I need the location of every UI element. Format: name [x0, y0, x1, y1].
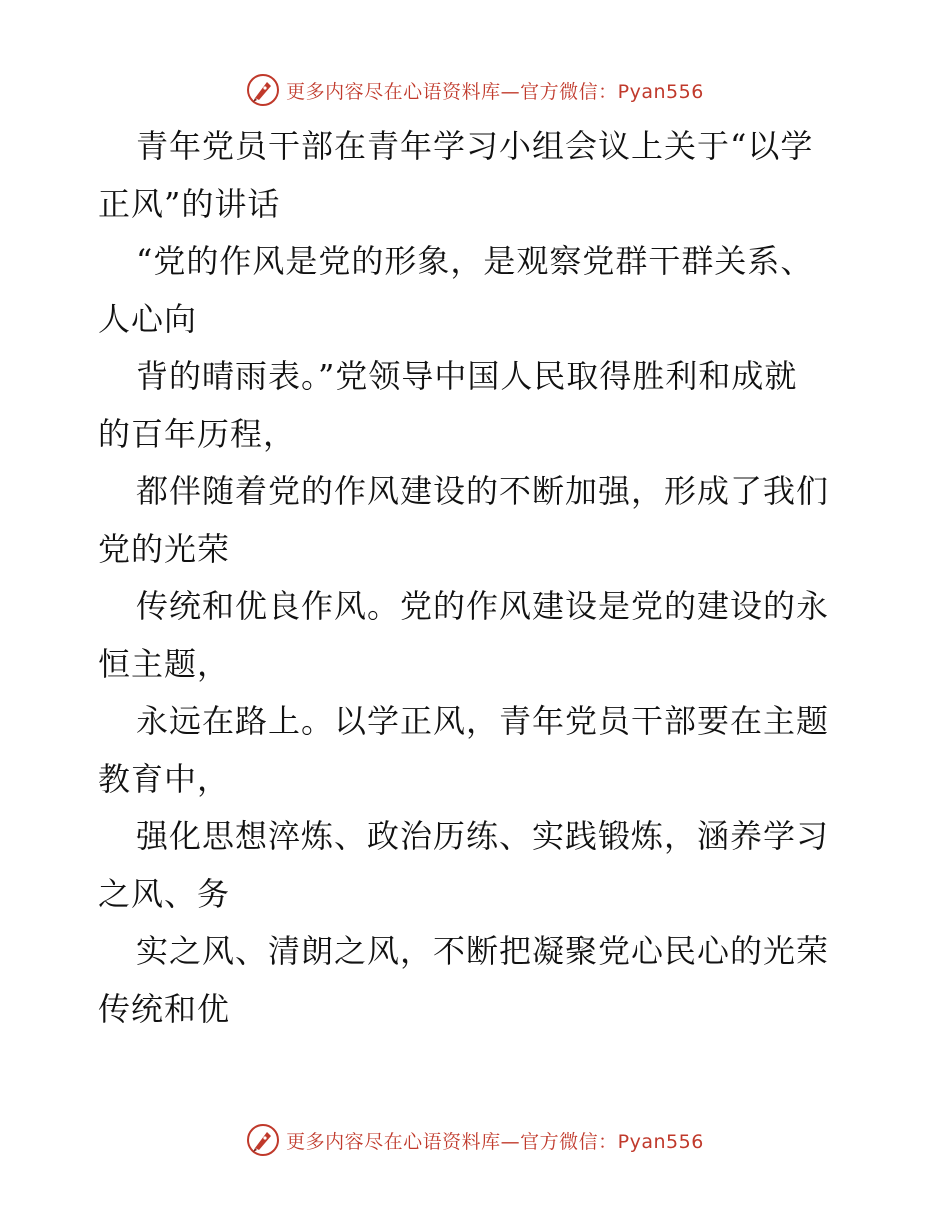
footer-banner: [0, 1120, 950, 1160]
document-line: 强化思想淬炼、政治历练、实践锻炼，涵养学习: [136, 817, 830, 855]
document-line: 恒主题，: [98, 644, 231, 683]
document-line: 传统和优良作风。党的作风建设是党的建设的永: [136, 587, 830, 625]
document-line: 的百年历程，: [98, 414, 297, 453]
document-line: 实之风、清朗之风，不断把凝聚党心民心的光荣: [136, 932, 830, 970]
header-banner-text: 更多内容尽在心语资料库—官方微信：Pyan556: [286, 80, 704, 103]
document-line: 传统和优: [98, 989, 231, 1028]
footer-banner-text: 更多内容尽在心语资料库—官方微信：Pyan556: [286, 1130, 704, 1153]
document-line: 都伴随着党的作风建设的不断加强，形成了我们: [136, 472, 830, 510]
document-line: 人心向: [98, 299, 198, 338]
document-line: 青年党员干部在青年学习小组会议上关于“以学: [136, 127, 814, 165]
document-line: 永远在路上。以学正风，青年党员干部要在主题: [136, 702, 830, 740]
pen-logo-icon: [246, 1123, 280, 1157]
document-line: “党的作风是党的形象，是观察党群干群关系、: [136, 242, 814, 280]
document-body: [98, 118, 858, 1038]
document-line: 党的光荣: [98, 529, 231, 568]
pen-logo-icon: [246, 73, 280, 107]
document-line: 教育中，: [98, 759, 231, 798]
header-banner: [0, 70, 950, 110]
document-line: 背的晴雨表。”党领导中国人民取得胜利和成就: [136, 357, 798, 395]
document-line: 正风”的讲话: [98, 184, 281, 223]
document-line: 之风、务: [98, 874, 231, 913]
